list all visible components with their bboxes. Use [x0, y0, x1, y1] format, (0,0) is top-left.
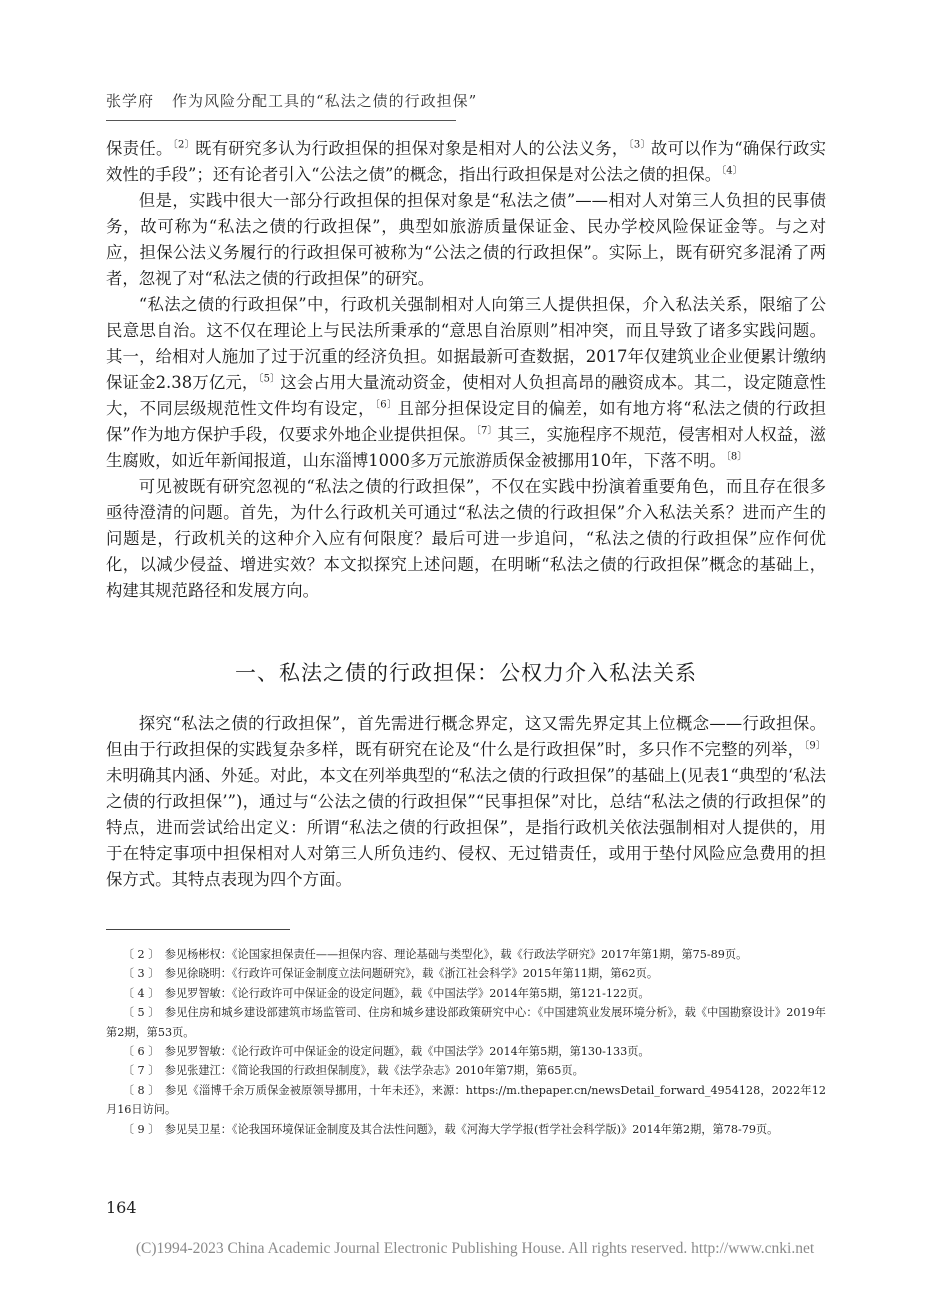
footnote-ref[interactable]: 〔4〕: [721, 165, 743, 177]
text-run: 探究“私法之债的行政担保”，首先需进行概念界定，这又需先界定其上位概念——行政担保。但由于行政担保的实践复杂多样，既有研究在论及“什么是行政担保”时，多只作不完整的列举，: [106, 714, 826, 759]
text-run: 未明确其内涵、外延。对此，本文在列举典型的“私法之债的行政担保”的基础上(见表1“典型的‘私法之债的行政担保’”)，通过与“公法之债的行政担保”“民事担保”对比，总结“私法之债的行政担保”的特点，进而尝试给出定义：所谓“私法之债的行政担保”，是指行政机关依法强制相对人提供的，用于在特定事项中担保相对人对第三人所负违约、侵权、无过错责任，或用于垫付风险应急费用的担保方式。其特点表现为四个方面。: [106, 766, 826, 889]
page-number: 164: [106, 1198, 137, 1217]
footnote-number: 〔 6 〕: [122, 1045, 160, 1059]
paragraph: [106, 474, 826, 604]
footnote: [106, 945, 826, 964]
footnote: [106, 1042, 826, 1061]
footnote: [106, 1081, 826, 1120]
footnote-text: 参见罗智敏：《论行政许可中保证金的设定问题》，载《中国法学》2014年第5期，第121-122页。: [164, 986, 650, 1000]
footnote-ref[interactable]: 〔6〕: [374, 399, 398, 411]
paragraph: [106, 188, 826, 292]
text-run: 其三，实施程序不规范，侵害相对人权益，滋生腐败，如近年新闻报道，山东淄博1000多万元旅游质保金被挪用10年，下落不明。: [106, 425, 826, 470]
text-run: 且部分担保设定目的偏差，如有地方将“私法之债的行政担保”作为地方保护手段，仅要求外地企业提供担保。: [106, 399, 826, 444]
paragraph: [106, 136, 826, 188]
footnote-number: 〔 2 〕: [122, 948, 160, 961]
section-paragraph: [106, 711, 826, 893]
footnote-number: 〔 4 〕: [122, 986, 160, 1000]
footnote-text: 参见杨彬权：《论国家担保责任——担保内容、理论基础与类型化》，载《行政法学研究》2017年第1期，第75-89页。: [164, 948, 748, 961]
section-heading: 一、私法之债的行政担保：公权力介入私法关系: [235, 661, 697, 685]
running-head-author: 张学府: [106, 92, 155, 110]
footnote: [106, 984, 826, 1003]
footnote-ref[interactable]: 〔3〕: [628, 139, 651, 151]
footnote-ref[interactable]: 〔9〕: [804, 740, 826, 752]
section-body: [106, 711, 826, 893]
running-head: [106, 90, 478, 121]
footnotes: [106, 945, 826, 1139]
text-run: 保责任。: [106, 139, 173, 158]
footnote-divider: [106, 929, 290, 930]
footnote-text: 参见张建江：《简论我国的行政担保制度》，载《法学杂志》2010年第7期，第65页。: [164, 1064, 584, 1078]
paragraph: [106, 292, 826, 474]
footnote-ref[interactable]: 〔5〕: [258, 373, 281, 385]
footnote-text: 参见《淄博千余万质保金被原领导挪用，十年未还》，来源：https://m.thepaper.cn/newsDetail_forward_4954128，2022年12月16日访问。: [106, 1083, 826, 1117]
text-run: 既有研究多认为行政担保的担保对象是相对人的公法义务，: [194, 139, 629, 158]
text-run: 故可以作为“确保行政实效性的手段”；还有论者引入“公法之债”的概念，指出行政担保是对公法之债的担保。: [106, 139, 826, 184]
footnote-ref[interactable]: 〔2〕: [172, 139, 195, 151]
footnote-ref[interactable]: 〔8〕: [725, 451, 748, 463]
footnote-number: 〔 8 〕: [122, 1083, 160, 1097]
footnote-text: 参见罗智敏：《论行政许可中保证金的设定问题》，载《中国法学》2014年第5期，第130-133页。: [164, 1045, 650, 1059]
footnote-number: 〔 7 〕: [122, 1064, 160, 1078]
footnote-number: 〔 3 〕: [122, 967, 160, 981]
footnote-text: 参见徐晓明：《行政许可保证金制度立法问题研究》，载《浙江社会科学》2015年第11期，第62页。: [164, 967, 659, 981]
footnote-ref[interactable]: 〔7〕: [475, 425, 498, 437]
text-run: “私法之债的行政担保”中，行政机关强制相对人向第三人提供担保，介入私法关系，限缩了公民意思自治。这不仅在理论上与民法所秉承的“意思自治原则”相冲突，而且导致了诸多实践问题。其一，给相对人施加了过于沉重的经济负担。如据最新可查数据，2017年仅建筑业企业便累计缴纳保证金2.38万亿元，: [106, 295, 826, 392]
text-run: 这会占用大量流动资金，使相对人负担高昂的融资成本。其二，设定随意性大，不同层级规范性文件均有设定，: [106, 373, 827, 418]
footnote-number: 〔 9 〕: [122, 1122, 160, 1136]
copyright-notice: (C)1994-2023 China Academic Journal Electronic Publishing House. All rights reserved. http://www.cnki.net: [135, 1240, 815, 1257]
text-run: 可见被既有研究忽视的“私法之债的行政担保”，不仅在实践中扮演着重要角色，而且存在很多亟待澄清的问题。首先，为什么行政机关可通过“私法之债的行政担保”介入私法关系？进而产生的问题是，行政机关的这种介入应有何限度？最后可进一步追问，“私法之债的行政担保”应作何优化，以减少侵益、增进实效？本文拟探究上述问题，在明晰“私法之债的行政担保”概念的基础上，构建其规范路径和发展方向。: [106, 477, 826, 600]
footnote-number: 〔 5 〕: [122, 1006, 160, 1020]
footnote: [106, 964, 826, 983]
body-text: [106, 136, 826, 604]
footnote: [106, 1061, 826, 1080]
footnote: [106, 1120, 826, 1139]
text-run: 但是，实践中很大一部分行政担保的担保对象是“私法之债”——相对人对第三人负担的民事债务，故可称为“私法之债的行政担保”，典型如旅游质量保证金、民办学校风险保证金等。与之对应，担保公法义务履行的行政担保可被称为“公法之债的行政担保”。实际上，既有研究多混淆了两者，忽视了对“私法之债的行政担保”的研究。: [106, 191, 826, 288]
footnote-text: 参见住房和城乡建设部建筑市场监管司、住房和城乡建设部政策研究中心：《中国建筑业发展环境分析》，载《中国勘察设计》2019年第2期，第53页。: [106, 1006, 826, 1039]
running-head-title: 作为风险分配工具的“私法之债的行政担保”: [172, 92, 478, 110]
footnote-text: 参见吴卫星：《论我国环境保证金制度及其合法性问题》，载《河海大学学报(哲学社会科学版)》2014年第2期，第78-79页。: [164, 1122, 779, 1136]
footnote: [106, 1003, 826, 1042]
